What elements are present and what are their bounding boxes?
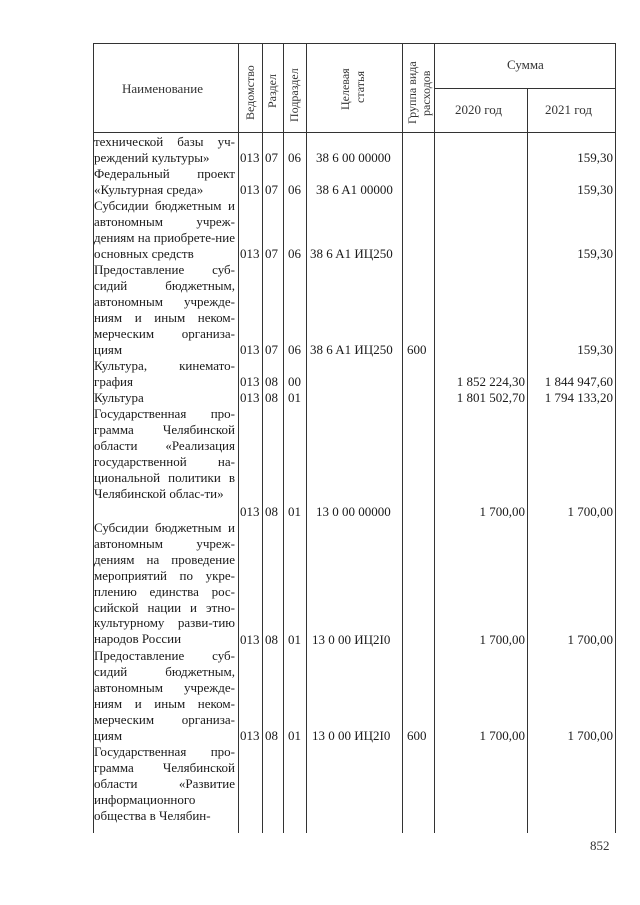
header-year-2021: 2021 год	[545, 102, 592, 117]
row-ved: 013	[240, 374, 260, 389]
row-podr: 06	[288, 182, 301, 197]
row-ved: 013	[240, 150, 260, 165]
row-razd: 07	[265, 342, 278, 357]
row-s2021: 159,30	[577, 182, 613, 197]
row-razd: 07	[265, 150, 278, 165]
col-border-razd	[283, 43, 284, 833]
row-razd: 08	[265, 632, 278, 647]
row-cs: 13 0 00 ИЦ2I0	[312, 728, 391, 743]
row-razd: 07	[265, 182, 278, 197]
row-cs: 38 6 A1 ИЦ250	[310, 246, 393, 261]
col-border-name	[238, 43, 239, 833]
row-name: Культура, кинемато-графия	[94, 358, 235, 389]
summa-divider	[434, 88, 616, 89]
header-bottom-border	[93, 132, 616, 133]
header-summa: Сумма	[507, 57, 544, 72]
row-name: Предоставление суб-сидий бюджетным, автономным учрежде-ниям и иным неком-мерческим организа-циям	[94, 648, 235, 743]
row-razd: 08	[265, 728, 278, 743]
row-ved: 013	[240, 632, 260, 647]
row-s2021: 1 700,00	[567, 632, 613, 647]
col-border-vr	[434, 43, 435, 833]
row-podr: 01	[288, 632, 301, 647]
row-cs: 38 6 00 00000	[316, 150, 391, 165]
row-s2021: 1 700,00	[567, 728, 613, 743]
row-name: Субсидии бюджетным и автономным учреж-дениям на проведение мероприятий по укре-плению единства рос-сийской нации и этно-культурному разви-тию народов России	[94, 520, 235, 647]
row-podr: 00	[288, 374, 301, 389]
row-name: Государственная про-грамма Челябинской области «Развитие информационного общества в Челябин-	[94, 744, 235, 823]
row-ved: 013	[240, 504, 260, 519]
header-name: Наименование	[122, 81, 203, 96]
row-razd: 08	[265, 504, 278, 519]
row-s2020: 1 700,00	[479, 728, 525, 743]
row-cs: 38 6 A1 ИЦ250	[310, 342, 393, 357]
row-podr: 06	[288, 150, 301, 165]
row-s2021: 159,30	[577, 342, 613, 357]
col-border-podr	[306, 43, 307, 833]
row-ved: 013	[240, 342, 260, 357]
header-gruppa: Группа вида	[405, 61, 419, 124]
row-razd: 07	[265, 246, 278, 261]
row-s2021: 1 794 133,20	[544, 390, 613, 405]
row-name: Государственная про-грамма Челябинской области «Реализация государственной на-циональной политики в Челябинской облас-ти»	[94, 406, 235, 501]
row-name: Предоставление суб-сидий бюджетным, автономным учрежде-ниям и иным неком-мерческим организа-циям	[94, 262, 235, 357]
row-s2021: 159,30	[577, 150, 613, 165]
row-cs: 38 6 A1 00000	[316, 182, 393, 197]
header-vedomstvo: Ведомство	[243, 65, 257, 120]
row-s2021: 159,30	[577, 246, 613, 261]
row-s2021: 1 844 947,60	[544, 374, 613, 389]
header-raskhodov: расходов	[419, 70, 433, 116]
row-s2020: 1 700,00	[479, 504, 525, 519]
row-s2020: 1 801 502,70	[456, 390, 525, 405]
header-razdel: Раздел	[265, 74, 279, 108]
row-name: Федеральный проект «Культурная среда»	[94, 166, 235, 197]
col-border-right	[615, 43, 616, 833]
row-s2020: 1 852 224,30	[456, 374, 525, 389]
row-podr: 01	[288, 390, 301, 405]
row-podr: 01	[288, 728, 301, 743]
table-top-border	[93, 43, 616, 44]
row-podr: 06	[288, 342, 301, 357]
row-s2020: 1 700,00	[479, 632, 525, 647]
row-ved: 013	[240, 246, 260, 261]
row-razd: 08	[265, 374, 278, 389]
row-ved: 013	[240, 182, 260, 197]
row-cs: 13 0 00 00000	[316, 504, 391, 519]
page-number: 852	[590, 838, 610, 853]
row-ved: 013	[240, 728, 260, 743]
row-podr: 06	[288, 246, 301, 261]
row-podr: 01	[288, 504, 301, 519]
header-year-2020: 2020 год	[455, 102, 502, 117]
row-s2021: 1 700,00	[567, 504, 613, 519]
row-name: технической базы уч-реждений культуры»	[94, 134, 235, 165]
row-razd: 08	[265, 390, 278, 405]
header-celevaya: Целевая	[338, 68, 352, 110]
col-border-ved	[262, 43, 263, 833]
header-podrazdel: Подраздел	[287, 68, 301, 122]
row-vr: 600	[407, 728, 427, 743]
row-cs: 13 0 00 ИЦ2I0	[312, 632, 391, 647]
col-border-cs	[402, 43, 403, 833]
header-statya: статья	[353, 71, 367, 103]
row-ved: 013	[240, 390, 260, 405]
row-name: Культура	[94, 390, 144, 405]
row-vr: 600	[407, 342, 427, 357]
row-name: Субсидии бюджетным и автономным учреж-дениям на приобрете-ние основных средств	[94, 198, 235, 261]
col-border-2020	[527, 88, 528, 833]
